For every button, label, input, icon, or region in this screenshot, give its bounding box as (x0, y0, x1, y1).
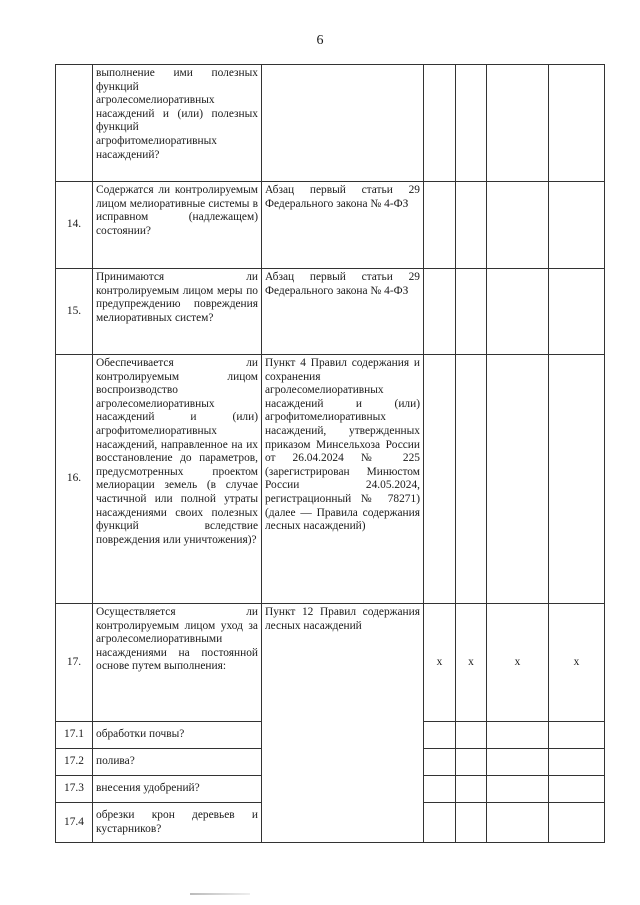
scan-artifact (190, 893, 250, 895)
answer-cell (549, 776, 605, 803)
answer-cell (456, 776, 487, 803)
answer-cell (549, 182, 605, 269)
row-number: 17.1 (56, 722, 93, 749)
answer-cell (487, 722, 549, 749)
answer-cell (456, 355, 487, 604)
page-number: 6 (316, 33, 324, 48)
question-cell: выполнение ими полезных функций агролесомелиоративных насаждений и (или) полезных функций агрофитомелиоративных насаждений? (93, 65, 262, 182)
answer-cell (487, 776, 549, 803)
table-row (56, 65, 605, 182)
answer-cell (456, 749, 487, 776)
answer-cell (549, 65, 605, 182)
answer-cell (424, 803, 456, 843)
answer-cell (456, 65, 487, 182)
row-number: 17.3 (56, 776, 93, 803)
basis-cell: Абзац первый статьи 29 Федерального закона № 4-ФЗ (262, 269, 424, 355)
answer-cell (424, 269, 456, 355)
question-cell: обрезки крон деревьев и кустарников? (93, 803, 262, 843)
table-row (56, 355, 605, 604)
basis-cell: Пункт 12 Правил содержания лесных насаждений (262, 604, 424, 843)
table-row (56, 269, 605, 355)
answer-cell (549, 269, 605, 355)
answer-cell (456, 269, 487, 355)
row-number: 16. (56, 355, 93, 604)
row-number: 17.2 (56, 749, 93, 776)
answer-cell (549, 355, 605, 604)
question-cell: Принимаются ли контролируемым лицом меры по предупреждению повреждения мелиоративных систем? (93, 269, 262, 355)
row-number: 15. (56, 269, 93, 355)
row-number: 17.4 (56, 803, 93, 843)
not-applicable-mark: x (456, 604, 487, 722)
question-cell: полива? (93, 749, 262, 776)
question-cell: Осуществляется ли контролируемым лицом уход за агролесомелиоративными насаждениями на постоянной основе путем выполнения: (93, 604, 262, 722)
row-number: 14. (56, 182, 93, 269)
question-cell: обработки почвы? (93, 722, 262, 749)
not-applicable-mark: x (549, 604, 605, 722)
answer-cell (549, 722, 605, 749)
answer-cell (456, 722, 487, 749)
answer-cell (424, 749, 456, 776)
answer-cell (424, 65, 456, 182)
not-applicable-mark: x (487, 604, 549, 722)
answer-cell (424, 182, 456, 269)
answer-cell (549, 803, 605, 843)
row-number: 17. (56, 604, 93, 722)
row-number (56, 65, 93, 182)
table-row (56, 604, 605, 722)
not-applicable-mark: x (424, 604, 456, 722)
answer-cell (424, 776, 456, 803)
answer-cell (487, 269, 549, 355)
basis-cell: Пункт 4 Правил содержания и сохранения агролесомелиоративных насаждений и (или) агрофитомелиоративных насаждений, утвержденных приказом Минсельхоза России от 26.04.2024 № 225 (зарегистрирован Минюстом России 24.05.2024, регистрационный № 78271) (далее — Правила содержания лесных насаждений) (262, 355, 424, 604)
question-cell: внесения удобрений? (93, 776, 262, 803)
answer-cell (424, 722, 456, 749)
answer-cell (487, 803, 549, 843)
basis-cell (262, 65, 424, 182)
answer-cell (456, 803, 487, 843)
answer-cell (487, 355, 549, 604)
answer-cell (424, 355, 456, 604)
question-cell: Содержатся ли контролируемым лицом мелиоративные системы в исправном (надлежащем) состоянии? (93, 182, 262, 269)
answer-cell (549, 749, 605, 776)
checklist-table (55, 64, 605, 843)
answer-cell (487, 749, 549, 776)
answer-cell (456, 182, 487, 269)
table-row (56, 182, 605, 269)
basis-cell: Абзац первый статьи 29 Федерального закона № 4-ФЗ (262, 182, 424, 269)
answer-cell (487, 182, 549, 269)
question-cell: Обеспечивается ли контролируемым лицом воспроизводство агролесомелиоративных насаждений и (или) агрофитомелиоративных насаждений, направленное на их восстановление до параметров, предусмотренных проектом мелиорации земель (в случае частичной или полной утраты насаждениями своих полезных функций вследствие повреждения или уничтожения)? (93, 355, 262, 604)
answer-cell (487, 65, 549, 182)
